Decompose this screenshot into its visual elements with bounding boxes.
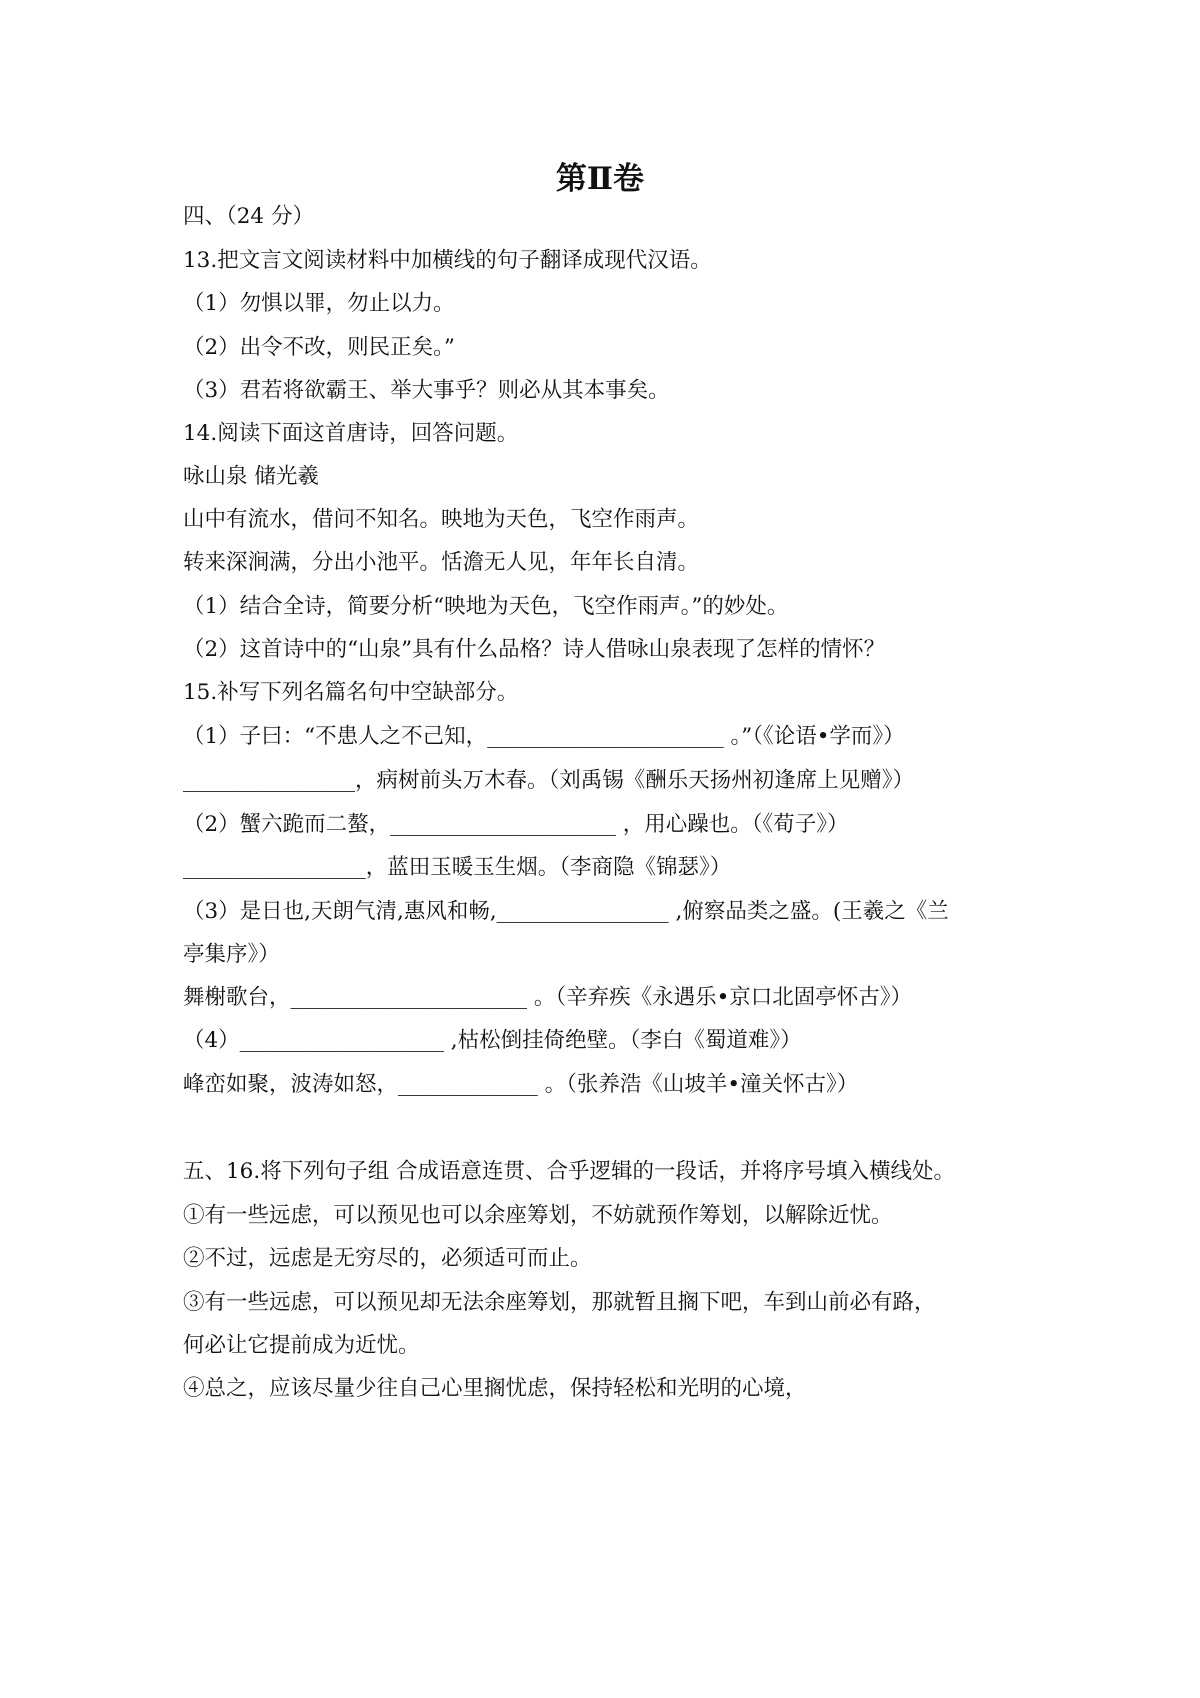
page-title: 第Ⅱ卷 — [555, 161, 645, 197]
poem-line: 转来深涧满，分出小池平。恬澹无人见，年年长自清。 — [183, 550, 700, 575]
question-13-item: （2）出令不改，则民正矣。” — [183, 335, 455, 360]
question-13-item: （3）君若将欲霸王、举大事乎？则必从其本事矣。 — [183, 378, 670, 403]
sentence-line: ②不过，远虑是无穷尽的，必须适可而止。 — [183, 1246, 592, 1271]
fill-blank-line: ________________，病树前头万木春。（刘禹锡《酬乐天扬州初逢席上见赠》） — [183, 768, 915, 793]
fill-blank-line: （1）子曰：“不患人之不己知，______________________ 。”（《论语•学而》） — [183, 724, 905, 749]
fill-blank-line: 峰峦如聚，波涛如怒，_____________ 。（张养浩《山坡羊•潼关怀古》） — [183, 1072, 859, 1097]
poem-title: 咏山泉 储光羲 — [183, 464, 319, 489]
sentence-line: ①有一些远虑，可以预见也可以余座筹划，不妨就预作筹划，以解除近忧。 — [183, 1203, 893, 1228]
question-14-stem: 14.阅读下面这首唐诗，回答问题。 — [183, 421, 519, 446]
fill-blank-line: （3）是日也,天朗气清,惠风和畅,________________ ,俯察品类之盛。(王羲之《兰 — [183, 899, 949, 924]
sentence-line: 何必让它提前成为近忧。 — [183, 1333, 420, 1358]
fill-blank-line: 舞榭歌台，______________________ 。（辛弃疾《永遇乐•京口北固亭怀古》） — [183, 985, 913, 1010]
question-14-item: （1）结合全诗，简要分析“映地为天色，飞空作雨声。”的妙处。 — [183, 594, 789, 619]
section-four-header: 四、（24 分） — [183, 204, 314, 229]
fill-blank-line: （2）蟹六跪而二螯，_____________________ ，用心躁也。（《荀子》） — [183, 812, 849, 837]
question-13-stem: 13.把文言文阅读材料中加横线的句子翻译成现代汉语。 — [183, 248, 712, 273]
question-16-stem: 五、16.将下列句子组 合成语意连贯、合乎逻辑的一段话，并将序号填入横线处。 — [183, 1159, 956, 1184]
fill-blank-line: _________________，蓝田玉暖玉生烟。（李商隐《锦瑟》） — [183, 855, 732, 880]
question-13-item: （1）勿惧以罪，勿止以力。 — [183, 291, 455, 316]
question-14-item: （2）这首诗中的“山泉”具有什么品格？诗人借咏山泉表现了怎样的情怀？ — [183, 637, 886, 662]
sentence-line: ③有一些远虑，可以预见却无法余座筹划，那就暂且搁下吧，车到山前必有路， — [183, 1290, 936, 1315]
sentence-line: ④总之，应该尽量少往自己心里搁忧虑，保持轻松和光明的心境， — [183, 1376, 807, 1401]
fill-blank-line: （4）___________________ ,枯松倒挂倚绝壁。（李白《蜀道难》） — [183, 1028, 802, 1053]
poem-line: 山中有流水，借问不知名。映地为天色，飞空作雨声。 — [183, 507, 700, 532]
fill-blank-line: 亭集序》） — [183, 942, 280, 967]
question-15-stem: 15.补写下列名篇名句中空缺部分。 — [183, 680, 519, 705]
